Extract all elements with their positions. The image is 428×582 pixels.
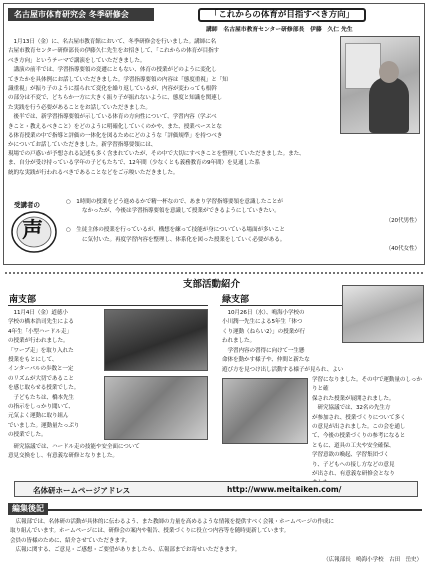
body-line: 「ワープ走」を取り入れた [8, 347, 74, 354]
body-line: り、子どもへの接し方などの意見 [312, 461, 395, 468]
lecturer-figure-icon [369, 77, 409, 133]
body-line: る体育授業の中で指導と評価の一体化を図るためにどのような「評価規準」を持つべき [8, 133, 223, 140]
voice-who: （40代女性） [385, 246, 420, 253]
homepage-box [14, 481, 418, 497]
postscript-title: 編集後記 [8, 503, 48, 515]
body-line: 古屋市教育センター研修部長の伊藤久仁先生をお招きして、「これからの体育が目指す [8, 48, 220, 55]
body-line: 子どもたちは、橋本先生 [8, 394, 74, 401]
body-line: が参加され、授業づくりについて多く [312, 414, 406, 421]
body-line: でいました。運動量たっぷり [8, 422, 80, 429]
body-line: 講演の前半では、学習指導要領の変遷にともない、体育の授業がどのように変化し [8, 67, 217, 74]
voice-item [66, 198, 420, 226]
body-line: 取り組んでいます。ホームページには、研修会の案内や報告、授業づくりに役立つ内容等を随時更新しています。 [10, 528, 290, 535]
voice-text: ○ 1時間の授業をどう進めるかで精一杯なので、あまり学習指導要領を意識したことが [66, 199, 283, 205]
lecturer-line: 講師 名古屋市教育センター研修部長 伊藤 久仁 先生 [206, 27, 353, 33]
body-line: 会員の皆様のために、紹介させていただきます。 [10, 537, 131, 544]
lecture-body-wide [8, 150, 422, 178]
body-line: ともに、道具の工夫や安全確保、 [312, 442, 395, 449]
body-line: きこと・教えるべきこと）をどのように明確化していくのかや、また、授業ベースとな [8, 123, 222, 130]
body-line: 命体を動かす様子や、仲間と新たな [222, 357, 310, 364]
body-line: 広報部では、名体研の活動が具体的に伝わるよう、また教師の力量を高めるような情報を提供すべく会報・ホームページの作成に [10, 519, 334, 525]
body-line: べき方向」というテーマで講演をしていただきました。 [8, 57, 146, 64]
body-line: くり運動（ねらい2）」の授業が行 [222, 328, 306, 335]
lecture-body [8, 38, 338, 151]
body-line: て、今後の授業づくりの参考になると [312, 433, 406, 440]
voice-who: （20代男性） [385, 217, 420, 224]
lecturer-face-icon [379, 61, 399, 83]
south-body-wide [8, 443, 210, 462]
lecture-title-text: 「これからの体育が目指すべき方向」 [209, 10, 355, 20]
green-photo-1 [342, 285, 424, 343]
south-branch-title: 南支部 [9, 295, 37, 305]
postscript-body [10, 518, 422, 565]
body-line: われました。 [222, 338, 255, 345]
voices-label-small: 受講者の [14, 201, 40, 209]
body-line: の授業が行われました。 [8, 338, 69, 345]
postscript-rule [48, 509, 422, 511]
body-line: の意見が出されました。この会を通し [312, 424, 406, 431]
green-body [222, 309, 342, 347]
voices-list [66, 198, 420, 254]
body-line: 研究協議では、ハードル走の技能や安全面について [8, 444, 140, 450]
body-line: の授業でした。 [8, 432, 47, 439]
south-title-rule [8, 305, 208, 306]
south-body [8, 309, 104, 441]
body-line: 4年生「小型ハードル走」 [8, 328, 72, 335]
body-line: 学習内容の習得に向けて一生懸 [222, 348, 305, 354]
body-line: かについてお話していただきました。新学習指導要領には、 [8, 142, 157, 149]
body-line: 広報に関する、ご意見・ご感想・ご要望がありましたら、広報部までお寄せいただきます。 [10, 547, 241, 554]
voice-text-cont: に気付いた。再度学習内容を整理し、体系化を図った授業をしていく必要がある。 [82, 236, 286, 243]
south-photo-1 [104, 309, 208, 371]
green-body-lower [312, 376, 422, 489]
green-body-mid [222, 347, 422, 375]
body-line: 授業をもとにして、 [8, 357, 58, 364]
voices-label-big: 声 [22, 218, 43, 242]
body-line: インターバルの歩数と一定 [8, 366, 74, 373]
voice-text: ○ 生徒主体の授業を行っているが、構想を練って技能が身についている場面が多いこと [66, 227, 285, 234]
green-branch-title: 緑支部 [222, 295, 250, 305]
body-line: 学習になりました。その中で運動量のしっかりと確 [312, 377, 422, 393]
south-photo-2 [104, 376, 208, 440]
lecture-title [198, 8, 366, 22]
body-line: 10月26日（水）、鳴海小学校の [222, 310, 305, 316]
body-line: のリズムが大切であること [8, 375, 74, 382]
body-line: 保された授業が展開されました。 [312, 395, 395, 402]
body-line: 1月13日（金）に、名古屋市教育館において、冬季研修会を行いました。講師に名 [8, 39, 217, 45]
body-line: の部分は不変で、どちらか一方に大きく振り子が振れないように、態度と知識を関連し [8, 95, 223, 102]
body-line: が出され、有意義な研修会となり [312, 471, 395, 478]
body-line: 意見交換をし、有意義な研修となりました。 [8, 453, 118, 460]
voice-item [66, 226, 420, 254]
body-line: 学習意欲の喚起、学習集団づく [312, 452, 389, 459]
homepage-label: 名体研ホームページアドレス [33, 486, 131, 495]
body-line: 遊び方を見つけ出し活動する様子が見られ、よい [222, 366, 344, 373]
org-title: 名古屋市体育研究会 冬季研修会 [8, 8, 154, 21]
voices-badge [10, 198, 62, 256]
body-line: 元気よく運動に取り組ん [8, 413, 69, 420]
body-line: 小川潤一先生による5年生「体つ [222, 319, 303, 326]
body-line: の指示をしっかり聞いて、 [8, 404, 74, 411]
body-line: てきたかを具体例にお話していただきました。学習指導要領の内容は「態度重視」と「知 [8, 76, 228, 83]
body-line: 研究協議では、32名の先生方 [312, 405, 391, 412]
voice-text-cont: なかったが、今後は学習指導要領を意識して授業ができるようにしていきたい。 [82, 208, 280, 215]
body-line: 11月4日（金）道徳小 [8, 310, 68, 316]
lecturer-photo [340, 36, 420, 134]
body-line: 統的な実践が行われるべきであることなどをご示唆いただきました。 [8, 169, 179, 176]
body-line: ま、自分が受け持っている学年の子どもたちで、12年間（少なくとも義務教育の9年間）を見通した系 [8, 160, 260, 167]
body-line: 学校の橋本浩司先生による [8, 319, 74, 326]
homepage-url-link[interactable]: http://www.meitaiken.com/ [227, 485, 342, 494]
body-line: 現場での戸惑いが予想される記述も多く含まれていたが、その中で大切にすべきことを整理していただきました。また、 [8, 151, 305, 157]
body-line: 識重視」が振り子のように揺られて変化を繰り返しているが、内容が変わっても根幹 [8, 86, 217, 93]
green-photo-2 [222, 378, 308, 444]
body-line: 後半では、新学習指導要領が示している体育の方向性について、学習内容（学ぶべ [8, 114, 217, 121]
branch-title: 支部活動紹介 [183, 279, 241, 290]
body-line: を感じ取らせる授業でした。 [8, 385, 80, 392]
body-line: た実践を行う必要があることをお話していただきました。 [8, 104, 151, 111]
postscript-signature: （広報部長 鳴海小学校 古田 岳史） [323, 556, 422, 563]
